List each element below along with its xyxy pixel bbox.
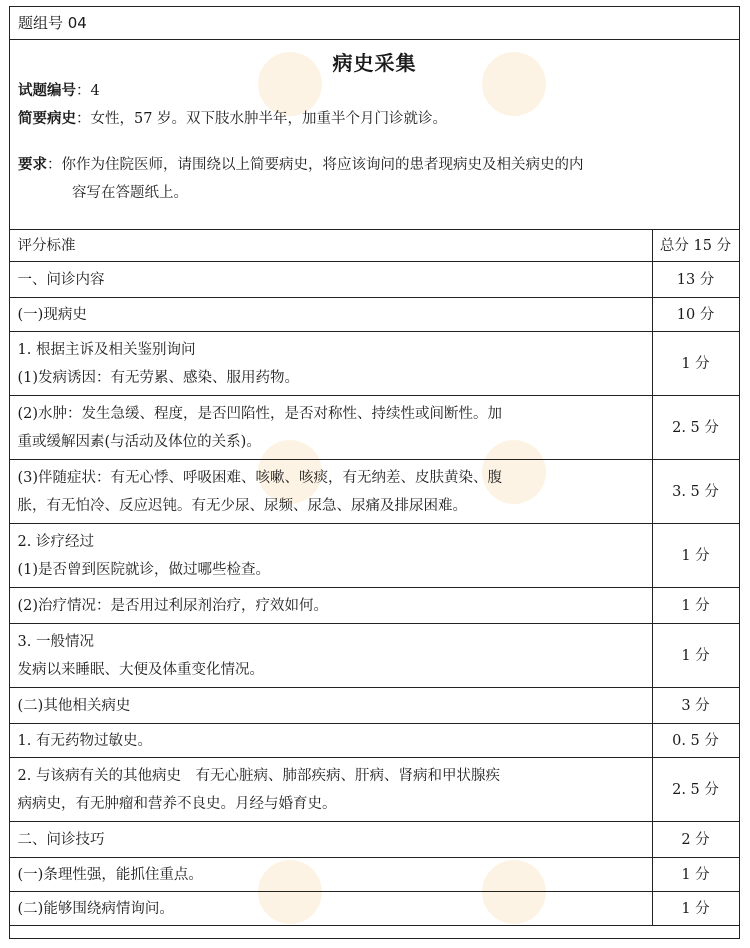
criteria-cell	[9, 724, 652, 758]
criteria-line: 一、问诊内容	[17, 271, 105, 288]
header-criteria: 评分标准	[9, 230, 652, 262]
requirement	[10, 151, 739, 207]
criteria-cell	[9, 624, 652, 688]
criteria-line: 胀，有无怕冷、反应迟钝。有无少尿、尿频、尿急、尿痛及排尿困难。	[17, 497, 467, 514]
criteria-cell	[9, 688, 652, 724]
score-cell: 1 分	[652, 588, 739, 624]
score-cell: 3. 5 分	[652, 460, 739, 524]
table-row	[9, 858, 739, 892]
requirement-label: 要求	[18, 157, 47, 173]
score-cell: 1 分	[652, 332, 739, 396]
criteria-line: (1)是否曾到医院就诊，做过哪些检查。	[17, 561, 271, 578]
score-cell: 2. 5 分	[652, 396, 739, 460]
criteria-cell	[9, 396, 652, 460]
criteria-line: (2)水肿：发生急缓、程度，是否凹陷性，是否对称性、持续性或间断性。加	[17, 405, 503, 422]
criteria-cell	[9, 892, 652, 926]
criteria-line: (一)条理性强，能抓住重点。	[17, 866, 203, 883]
score-cell: 2 分	[652, 822, 739, 858]
criteria-line: 1. 有无药物过敏史。	[17, 732, 152, 749]
criteria-line: (二)能够围绕病情询问。	[17, 900, 174, 917]
score-cell: 1 分	[652, 624, 739, 688]
table-row	[9, 892, 739, 926]
score-cell: 1 分	[652, 858, 739, 892]
criteria-cell	[9, 758, 652, 822]
criteria-line: 2. 诊疗经过	[17, 533, 94, 550]
table-row	[9, 588, 739, 624]
question-number-line	[18, 77, 739, 105]
criteria-cell	[9, 822, 652, 858]
criteria-line: (1)发病诱因：有无劳累、感染、服用药物。	[17, 369, 300, 386]
criteria-line: 2. 与该病有关的其他病史 有无心脏病、肺部疾病、肝病、肾病和甲状腺疾	[17, 767, 500, 784]
criteria-cell	[9, 460, 652, 524]
page-title: 病史采集	[332, 51, 417, 75]
criteria-line: 重或缓解因素(与活动及体位的关系)。	[17, 433, 261, 450]
exam-sheet	[9, 6, 740, 939]
table-row	[9, 460, 739, 524]
table-row	[9, 298, 739, 332]
criteria-line: 二、问诊技巧	[17, 831, 105, 848]
brief-history-line	[18, 105, 739, 133]
criteria-cell	[9, 262, 652, 298]
question-info	[10, 77, 739, 133]
requirement-text: ：你作为住院医师，请围绕以上简要病史，将应该询问的患者现病史及相关病史的内	[47, 157, 584, 173]
score-cell: 2. 5 分	[652, 758, 739, 822]
question-number-value: ：4	[76, 83, 100, 99]
criteria-cell	[9, 588, 652, 624]
table-row	[9, 688, 739, 724]
criteria-line: 病病史，有无肿瘤和营养不良史。月经与婚育史。	[17, 795, 337, 812]
table-header-row	[9, 230, 739, 262]
table-row	[9, 624, 739, 688]
criteria-line: (二)其他相关病史	[17, 697, 131, 714]
criteria-line: 1. 根据主诉及相关鉴别询问	[17, 341, 196, 358]
table-row	[9, 262, 739, 298]
criteria-line: (一)现病史	[17, 306, 87, 323]
requirement-line	[18, 151, 739, 179]
table-row	[9, 332, 739, 396]
score-cell: 0. 5 分	[652, 724, 739, 758]
scoring-table	[9, 229, 740, 926]
score-cell: 3 分	[652, 688, 739, 724]
table-row	[9, 758, 739, 822]
score-cell: 13 分	[652, 262, 739, 298]
criteria-line: 发病以来睡眠、大便及体重变化情况。	[17, 661, 264, 678]
table-row	[9, 822, 739, 858]
criteria-cell	[9, 332, 652, 396]
criteria-cell	[9, 524, 652, 588]
criteria-line: (2)治疗情况：是否用过利尿剂治疗，疗效如何。	[17, 597, 329, 614]
group-number: 题组号 04	[10, 7, 739, 40]
criteria-cell	[9, 298, 652, 332]
brief-history-label: 简要病史	[18, 111, 76, 127]
criteria-line: 3. 一般情况	[17, 633, 94, 650]
table-row	[9, 724, 739, 758]
score-cell: 1 分	[652, 892, 739, 926]
question-number-label: 试题编号	[18, 83, 76, 99]
requirement-continuation: 容写在答题纸上。	[72, 185, 188, 201]
criteria-line: (3)伴随症状：有无心悸、呼吸困难、咳嗽、咳痰，有无纳差、皮肤黄染、腹	[17, 469, 503, 486]
table-row	[9, 396, 739, 460]
table-row	[9, 524, 739, 588]
header-total: 总分 15 分	[652, 230, 739, 262]
score-cell: 10 分	[652, 298, 739, 332]
brief-history-text: ：女性，57 岁。双下肢水肿半年，加重半个月门诊就诊。	[76, 111, 448, 127]
score-cell: 1 分	[652, 524, 739, 588]
criteria-cell	[9, 858, 652, 892]
